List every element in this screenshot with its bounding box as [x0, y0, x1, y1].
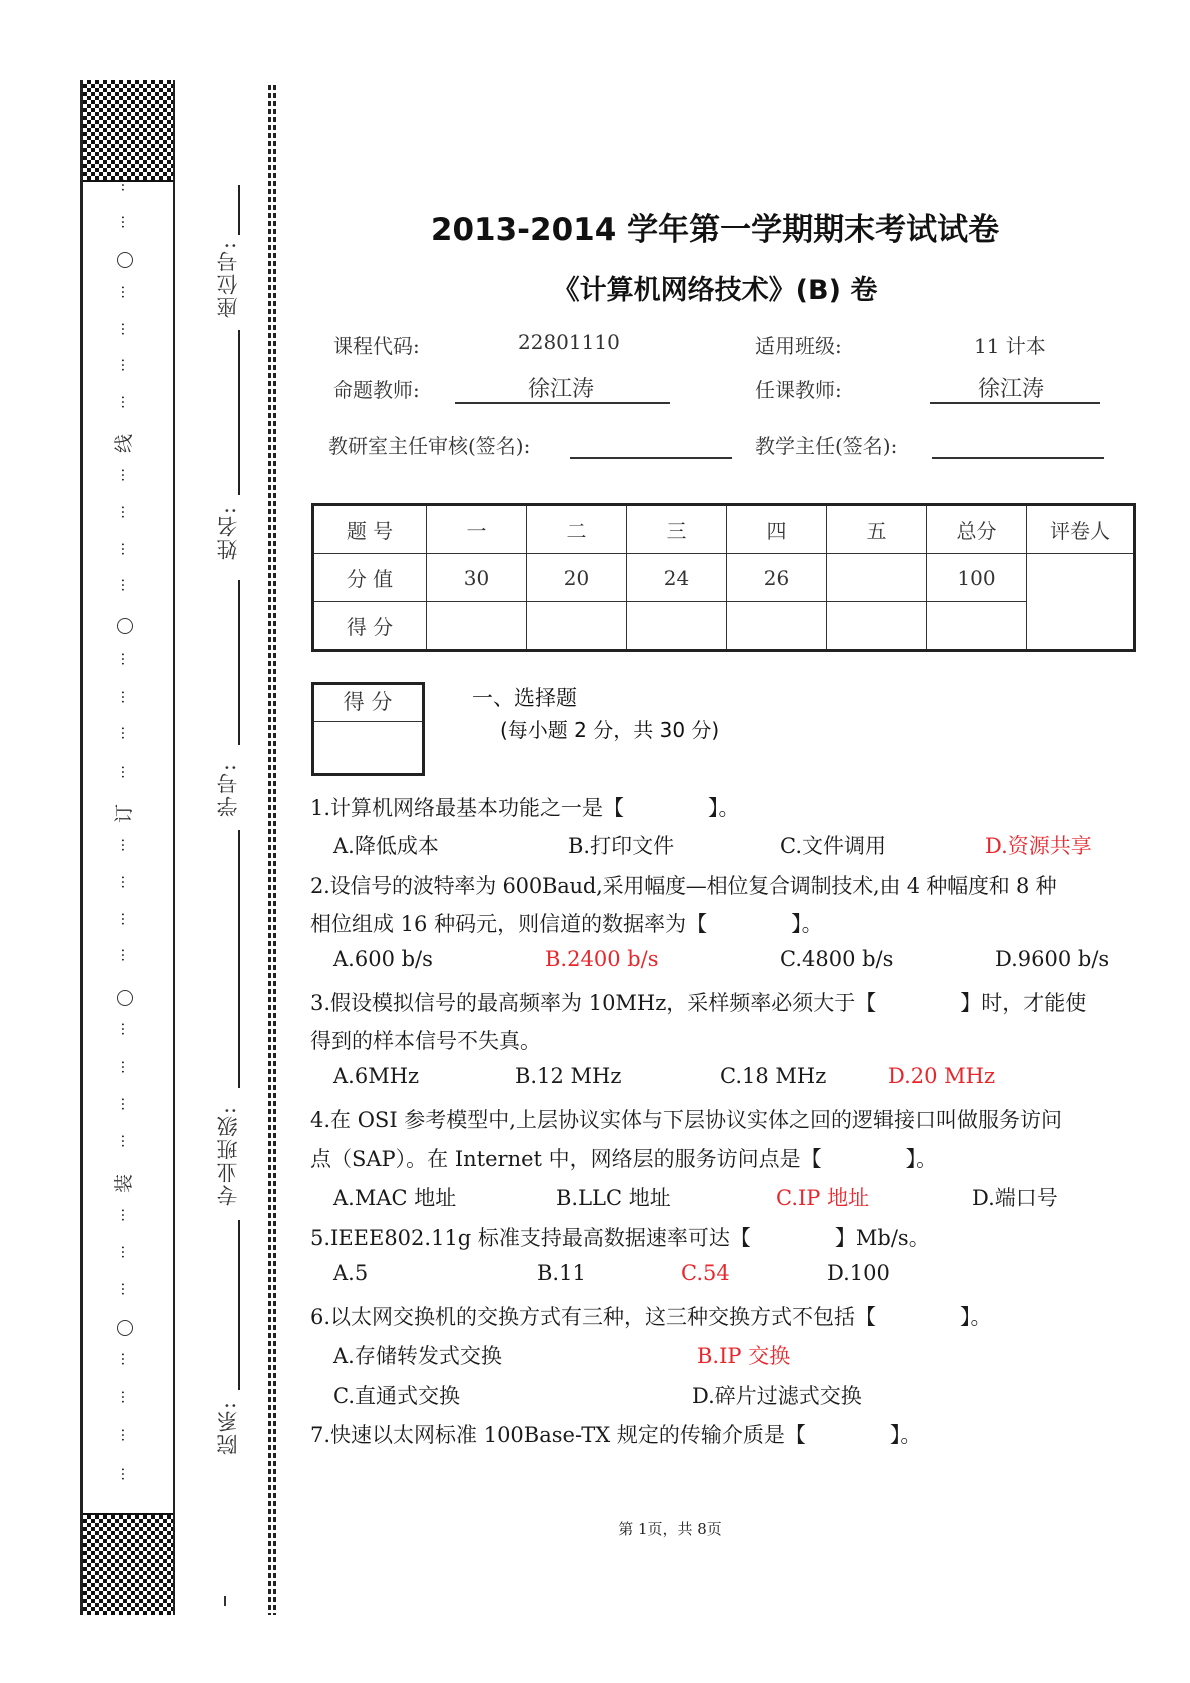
binding-char: 订 [113, 803, 136, 824]
header-cell: 题 号 [313, 505, 427, 554]
binding-circle-icon [117, 252, 133, 268]
binding-dots: … [118, 726, 134, 742]
score-cell[interactable] [727, 602, 827, 651]
score-label: 得 分 [313, 602, 427, 651]
binding-dots: … [118, 1022, 134, 1038]
binding-dots: … [118, 395, 134, 411]
teacher-value: 徐江涛 [978, 377, 1045, 402]
option: B.LLC 地址 [556, 1186, 671, 1210]
option: B.11 [537, 1261, 586, 1285]
points-cell: 24 [627, 554, 727, 602]
option: D.端口号 [972, 1186, 1058, 1210]
binding-dots: … [118, 1245, 134, 1261]
points-cell: 30 [427, 554, 527, 602]
question-text: 7.快速以太网标准 100Base-TX 规定的传输介质是【 】。 [310, 1423, 922, 1447]
course-code-label: 课程代码: [333, 334, 420, 358]
option-correct-answer: C.54 [681, 1261, 730, 1285]
score-cell[interactable] [827, 602, 927, 651]
binding-dots: … [118, 690, 134, 706]
option: A.MAC 地址 [333, 1186, 457, 1210]
option: A.降低成本 [333, 834, 439, 858]
question-text: 点（SAP）。在 Internet 中，网络层的服务访问点是【 】。 [310, 1147, 938, 1171]
binding-dots: … [118, 542, 134, 558]
option: B.打印文件 [568, 834, 675, 858]
binding-dots: … [118, 178, 134, 194]
grader-cell[interactable] [1027, 554, 1135, 651]
header-cell: 五 [827, 505, 927, 554]
binding-dots: … [118, 322, 134, 338]
option-correct-answer: D.20 MHz [888, 1064, 996, 1088]
option: B.12 MHz [515, 1064, 622, 1088]
option-correct-answer: C.IP 地址 [776, 1186, 870, 1210]
binding-dots: … [118, 875, 134, 891]
major-class-label: 专业班级: [216, 1105, 240, 1207]
score-cell[interactable] [527, 602, 627, 651]
binding-circle-icon [117, 618, 133, 634]
option: C.18 MHz [720, 1064, 827, 1088]
teacher-label: 任课教师: [755, 378, 842, 402]
header-cell: 评卷人 [1027, 505, 1135, 554]
seat-line-bottom [238, 330, 240, 495]
checker-pattern-top [83, 80, 173, 182]
option: C.文件调用 [780, 834, 886, 858]
question-text: 相位组成 16 种码元，则信道的数据率为【 】。 [310, 912, 823, 936]
course-title: 《计算机网络技术》(B) 卷 [552, 275, 878, 306]
teacher-underline [930, 402, 1100, 404]
score-table [311, 503, 1136, 652]
question-text: 4.在 OSI 参考模型中,上层协议实体与下层协议实体之回的逻辑接口叫做服务访问 [310, 1108, 1062, 1132]
binding-dots: … [118, 912, 134, 928]
header-cell: 四 [727, 505, 827, 554]
binding-char: 装 [113, 1173, 136, 1194]
binding-dots: … [118, 1208, 134, 1224]
page-number: 第 1页，共 8页 [618, 1520, 722, 1538]
binding-circle-icon [117, 990, 133, 1006]
seat-label: 座位号: [216, 240, 240, 319]
course-code-value: 22801110 [518, 330, 620, 354]
binding-dots: … [118, 1352, 134, 1368]
points-cell: 20 [527, 554, 627, 602]
binding-circle-icon [117, 1320, 133, 1336]
option: C.直通式交换 [333, 1384, 460, 1408]
binding-dots: … [118, 1467, 134, 1483]
binding-dots: … [118, 215, 134, 231]
option: A.600 b/s [333, 947, 433, 971]
review-label: 教研室主任审核(签名): [328, 434, 531, 458]
table-row-points [313, 554, 1135, 602]
binding-dots: … [118, 1097, 134, 1113]
question-text: 得到的样本信号不失真。 [310, 1029, 541, 1053]
binding-dots: … [118, 578, 134, 594]
binding-dots: … [118, 468, 134, 484]
binding-dots: … [118, 1428, 134, 1444]
score-cell[interactable] [627, 602, 727, 651]
points-cell: 100 [927, 554, 1027, 602]
class-label: 适用班级: [755, 334, 842, 358]
setter-value: 徐江涛 [528, 377, 595, 402]
binding-dots: … [118, 1134, 134, 1150]
table-row-header [313, 505, 1135, 554]
option-correct-answer: B.IP 交换 [697, 1344, 791, 1368]
option: A.存储转发式交换 [333, 1344, 502, 1368]
option: C.4800 b/s [780, 947, 894, 971]
points-label: 分 值 [313, 554, 427, 602]
student-id-line [238, 830, 240, 1088]
setter-underline [455, 402, 670, 404]
option: A.5 [333, 1261, 369, 1285]
name-line [238, 580, 240, 745]
section-title: 一、选择题 [472, 686, 577, 710]
points-cell: 26 [727, 554, 827, 602]
cut-line-dashed [268, 85, 276, 1615]
binding-dots: … [118, 948, 134, 964]
header-cell: 二 [527, 505, 627, 554]
header-cell: 三 [627, 505, 727, 554]
question-text: 2.设信号的波特率为 600Baud,采用幅度—相位复合调制技术,由 4 种幅度和 8 种 [310, 874, 1057, 898]
student-id-label: 学号: [216, 762, 240, 818]
question-text: 6.以太网交换机的交换方式有三种，这三种交换方式不包括【 】。 [310, 1305, 992, 1329]
score-cell[interactable] [427, 602, 527, 651]
option: D.9600 b/s [995, 947, 1110, 971]
binding-dots: … [118, 838, 134, 854]
header-cell: 总分 [927, 505, 1027, 554]
tick-mark [224, 1596, 226, 1606]
name-label: 姓名: [216, 505, 240, 561]
major-class-line [238, 1220, 240, 1390]
setter-label: 命题教师: [333, 378, 420, 402]
review-signature-line[interactable] [570, 457, 732, 459]
department-label: 院系: [216, 1400, 240, 1456]
points-cell [827, 554, 927, 602]
director-signature-line[interactable] [932, 457, 1104, 459]
score-cell[interactable] [927, 602, 1027, 651]
binding-dots: … [118, 652, 134, 668]
binding-dots: … [118, 505, 134, 521]
director-label: 教学主任(签名): [755, 434, 898, 458]
binding-dots: … [118, 1060, 134, 1076]
binding-char: 线 [113, 433, 136, 454]
binding-dots: … [118, 1282, 134, 1298]
option: D.碎片过滤式交换 [692, 1384, 862, 1408]
class-value: 11 计本 [974, 334, 1046, 358]
section-score-box [311, 682, 425, 776]
binding-dots: … [118, 285, 134, 301]
section-score-label: 得 分 [314, 685, 422, 722]
table-row-score [313, 602, 1135, 651]
exam-title: 2013-2014 学年第一学期期末考试试卷 [430, 212, 1000, 248]
option-correct-answer: D.资源共享 [985, 834, 1092, 858]
binding-dots: … [118, 765, 134, 781]
question-text: 1.计算机网络最基本功能之一是【 】。 [310, 796, 740, 820]
binding-dots: … [118, 1390, 134, 1406]
question-text: 5.IEEE802.11g 标准支持最高数据速率可达【 】Mb/s。 [310, 1226, 930, 1250]
option: A.6MHz [333, 1064, 420, 1088]
option-correct-answer: B.2400 b/s [545, 947, 659, 971]
option: D.100 [827, 1261, 890, 1285]
binding-dots: … [118, 358, 134, 374]
section-note: (每小题 2 分，共 30 分) [500, 718, 720, 742]
header-cell: 一 [427, 505, 527, 554]
question-text: 3.假设模拟信号的最高频率为 10MHz，采样频率必须大于【 】时，才能使 [310, 991, 1087, 1015]
